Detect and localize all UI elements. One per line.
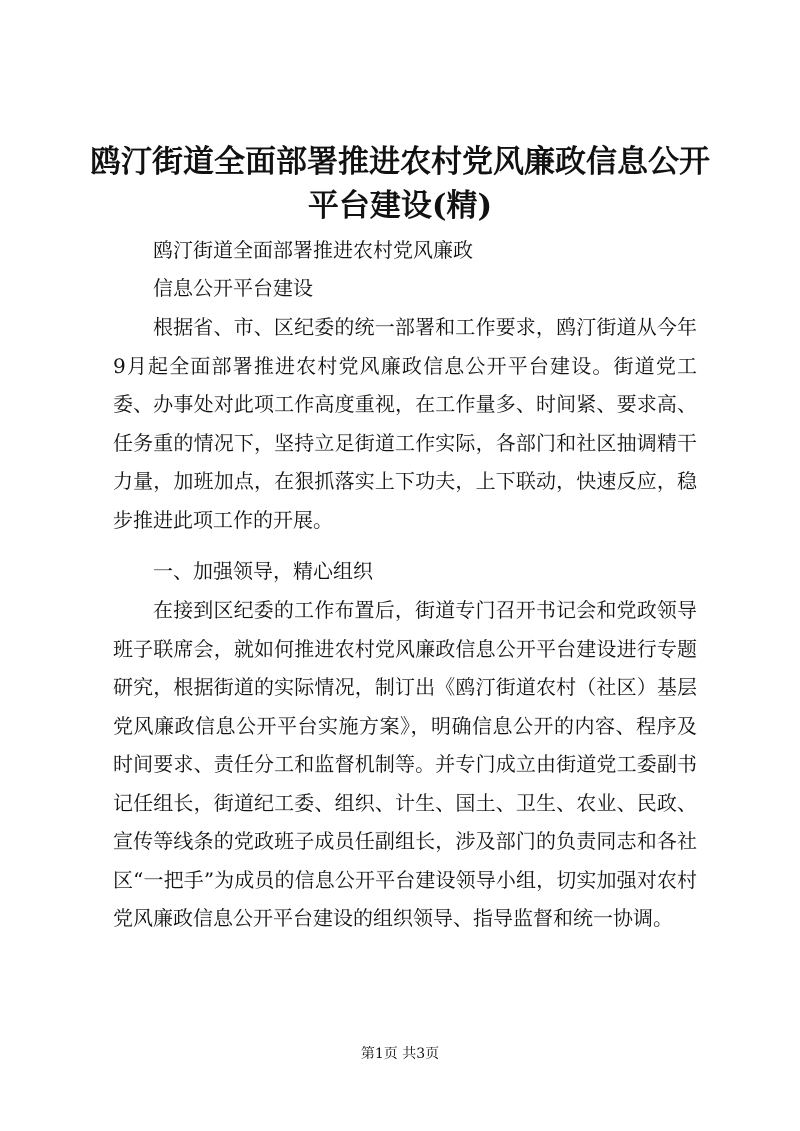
body-paragraph-2: 在接到区纪委的工作布置后，街道专门召开书记会和党政领导班子联席会，就如何推进农村党风廉政信息公开平台建设进行专题研究，根据街道的实际情况，制订出《鸥汀街道农村（社区）基层党风廉政信息公开平台实施方案》，明确信息公开的内容、程序及时间要求、责任分工和监督机制等。并专门成立由街道党工委副书记任组长，街道纪工委、组织、计生、国土、卫生、农业、民政、宣传等线条的党政班子成员任副组长，涉及部门的负责同志和各社区“一把手”为成员的信息公开平台建设领导小组，切实加强对农村党风廉政信息公开平台建设的组织领导、指导监督和统一协调。 (113, 598, 697, 930)
body-paragraph-1: 根据省、市、区纪委的统一部署和工作要求，鸥汀街道从今年9月起全面部署推进农村党风廉政信息公开平台建设。街道党工委、办事处对此项工作高度重视，在工作量多、时间紧、要求高、任务重的情况下，坚持立足街道工作实际，各部门和社区抽调精干力量，加班加点，在狠抓落实上下功夫，上下联动，快速反应，稳步推进此项工作的开展。 (113, 315, 697, 532)
section-heading-1: 一、加强领导，精心组织 (153, 559, 373, 583)
document-title-line2: 平台建设(精) (307, 188, 493, 224)
document-title-line1: 鸥汀街道全面部署推进农村党风廉政信息公开 (90, 144, 710, 180)
subtitle-line1: 鸥汀街道全面部署推进农村党风廉政 (153, 238, 473, 262)
page-number: 第1页 共3页 (360, 1046, 440, 1062)
subtitle-line2: 信息公开平台建设 (153, 276, 313, 300)
